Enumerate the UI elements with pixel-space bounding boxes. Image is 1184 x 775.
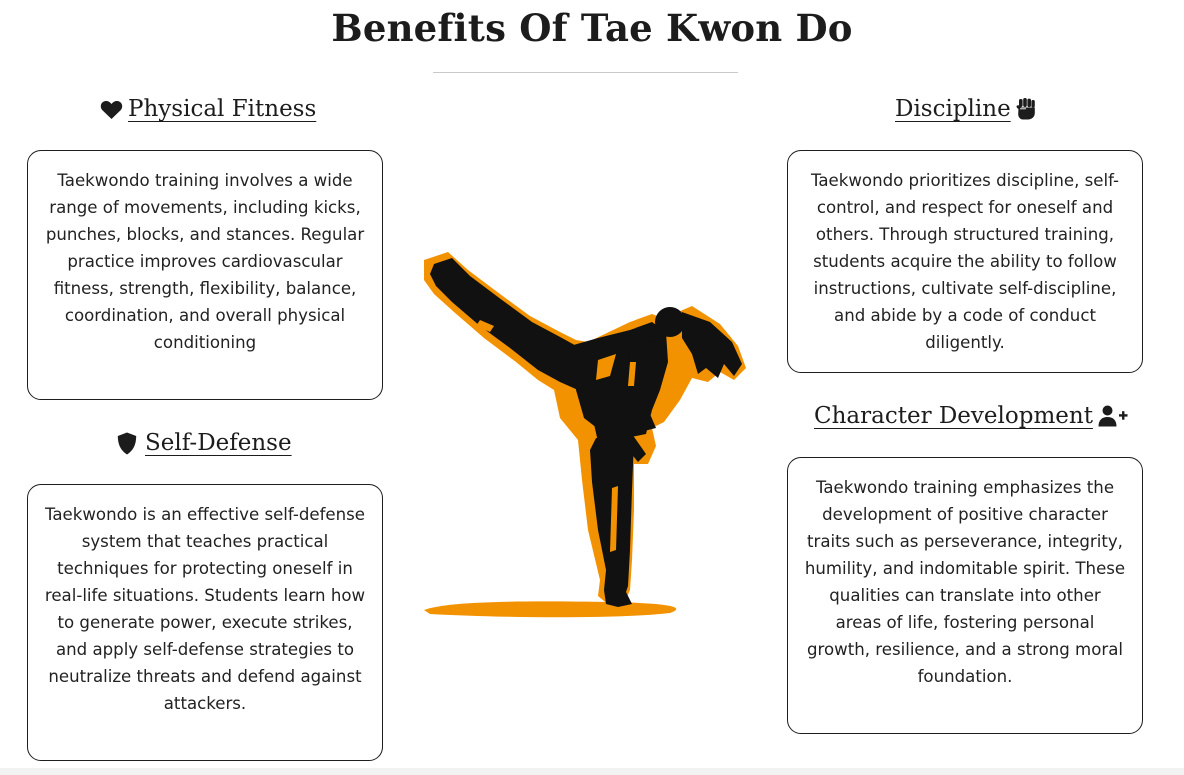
user-plus-icon bbox=[1098, 405, 1128, 427]
title-divider bbox=[433, 72, 738, 73]
fist-icon bbox=[1016, 98, 1036, 120]
physical-fitness-heading-text: Physical Fitness bbox=[128, 96, 317, 122]
footer-bar bbox=[0, 768, 1184, 775]
shield-icon bbox=[117, 432, 137, 455]
character-development-heading-text: Character Development bbox=[814, 403, 1093, 429]
discipline-heading-text: Discipline bbox=[895, 96, 1011, 122]
page-title: Benefits Of Tae Kwon Do bbox=[331, 6, 853, 50]
self-defense-heading[interactable] bbox=[117, 430, 292, 456]
self-defense-heading-text: Self-Defense bbox=[145, 430, 292, 456]
self-defense-text: Taekwondo is an effective self-defense system that teaches practical techniques for protecting oneself in real-life situations. Students learn how to generate power, execute strikes, and apply self-defense strategies to neutralize threats and defend against attackers. bbox=[44, 505, 366, 713]
taekwondo-kicker-illustration bbox=[420, 250, 760, 620]
self-defense-card bbox=[27, 484, 383, 761]
physical-fitness-card bbox=[27, 150, 383, 400]
heart-icon bbox=[100, 99, 123, 120]
character-development-heading[interactable] bbox=[814, 403, 1128, 429]
physical-fitness-heading[interactable] bbox=[100, 96, 316, 122]
physical-fitness-text: Taekwondo training involves a wide range of movements, including kicks, punches, blocks, and stances. Regular practice improves cardiovascular fitness, strength, flexibility, balance, coordination, and overall physical conditioning bbox=[45, 171, 365, 352]
character-development-text: Taekwondo training emphasizes the development of positive character traits such as perseverance, integrity, humility, and indomitable spirit. These qualities can translate into other areas of life, fostering personal growth, resilience, and a strong moral foundation. bbox=[804, 478, 1126, 686]
character-development-card bbox=[787, 457, 1143, 734]
discipline-card bbox=[787, 150, 1143, 373]
discipline-text: Taekwondo prioritizes discipline, self-control, and respect for oneself and others. Through structured training, students acquire the ability to follow instructions, cultivate self-discipline, and abide by a code of conduct diligently. bbox=[810, 171, 1120, 352]
floor-shadow bbox=[424, 601, 676, 617]
discipline-heading[interactable] bbox=[895, 96, 1036, 122]
